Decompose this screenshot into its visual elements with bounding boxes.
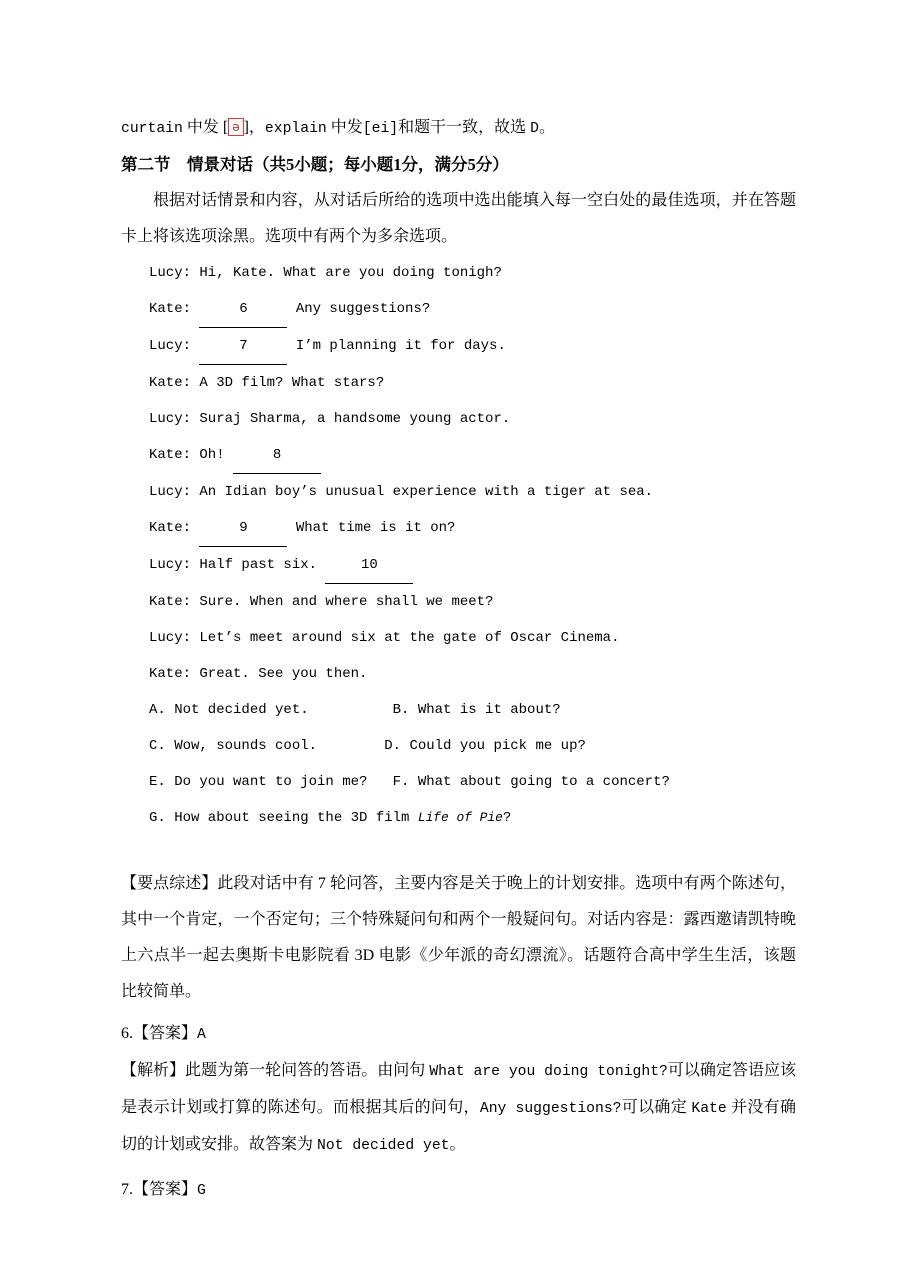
dialogue-line-5 — [149, 401, 796, 437]
text-run: Kate: Oh! — [149, 447, 234, 463]
section-instructions: 根据对话情景和内容，从对话后所给的选项中选出能填入每一空白处的最佳选项，并在答题卡上将该选项涂黑。选项中有两个为多余选项。 — [121, 192, 796, 245]
text-run: E. Do you want to join me? F. What about going to a concert? — [149, 774, 670, 790]
dialogue-line-12 — [149, 656, 796, 692]
text-run: Kate: — [149, 301, 200, 317]
option-row-g — [149, 800, 796, 836]
section-heading: 第二节 情景对话（共5小题；每小题1分，满分5分） — [121, 155, 509, 174]
text-run: Kate: — [149, 520, 200, 536]
text-run: ]， — [243, 119, 265, 136]
text-run: Kate: A 3D film? What stars? — [149, 375, 385, 391]
summary-paragraph — [121, 866, 796, 1010]
english-text: D — [530, 121, 539, 137]
text-run: 并没有确切的计划或安排。故答案为 — [121, 1099, 796, 1153]
english-text: Kate — [691, 1101, 727, 1117]
dialogue-line-3 — [149, 328, 796, 365]
text-run: 可以确定答语应该是表示计划或打算的陈述句。而根据其后的问句， — [121, 1062, 796, 1116]
text-run: Kate: Great. See you then. — [149, 666, 368, 682]
text-run: 可以确定 — [621, 1099, 692, 1116]
text-run: Kate: Sure. When and where shall we meet? — [149, 594, 494, 610]
phonetic-symbol-highlight: ə — [228, 118, 243, 136]
dialogue-line-1 — [149, 255, 796, 291]
text-run: Lucy: Half past six. — [149, 557, 326, 573]
text-run: What time is it on? — [287, 520, 456, 536]
analysis-6-paragraph — [121, 1053, 796, 1164]
text-run: 7.【答案】 — [121, 1181, 198, 1198]
english-text: A — [197, 1027, 206, 1043]
text-run: 【要点综述】此段对话中有 7 轮问答，主要内容是关于晚上的计划安排。选项中有两个陈述句，其中一个肯定，一个否定句；三个特殊疑问句和两个一般疑问句。对话内容是：露西邀请凯特晚上六点半一起去奥斯卡电影院看 3D 电影《少年派的奇幻漂流》。话题符合高中学生生活，该题比较简单。 — [121, 875, 796, 1000]
dialogue-line-10 — [149, 584, 796, 620]
text-run: G. How about seeing the 3D film — [149, 810, 418, 826]
text-run: Lucy: Let’s meet around six at the gate of Oscar Cinema. — [149, 630, 620, 646]
dialogue-line-9 — [149, 547, 796, 584]
english-text: [ei] — [362, 121, 399, 137]
dialogue-line-2 — [149, 291, 796, 328]
answer-7-line — [121, 1172, 796, 1209]
dialogue-line-8 — [149, 510, 796, 547]
dialogue-block — [121, 255, 796, 692]
answer-blank-10: 10 — [325, 547, 413, 584]
text-run: Lucy: Hi, Kate. What are you doing tonigh? — [149, 265, 502, 281]
text-run: 和题干一致，故选 — [398, 119, 531, 136]
text-run: 。 — [538, 119, 555, 136]
text-run: A. Not decided yet. B. What is it about? — [149, 702, 561, 718]
text-run: C. Wow, sounds cool. D. Could you pick me up? — [149, 738, 586, 754]
text-run: 中发 [ — [182, 119, 229, 136]
text-run: 【解析】此题为第一轮问答的答语。由问句 — [121, 1062, 430, 1079]
answer-6-line — [121, 1016, 796, 1053]
text-run: I’m planning it for days. — [287, 338, 506, 354]
answer-blank-8: 8 — [233, 437, 321, 474]
dialogue-line-7 — [149, 474, 796, 510]
text-run: Lucy: — [149, 338, 200, 354]
dialogue-line-6 — [149, 437, 796, 474]
answer-blank-7: 7 — [199, 328, 287, 365]
text-run: 6.【答案】 — [121, 1025, 198, 1042]
english-text: curtain — [121, 121, 183, 137]
english-text: G — [197, 1183, 206, 1199]
phonetics-explanation-line — [121, 110, 796, 147]
option-row-ab — [149, 692, 796, 728]
english-text: What are you doing tonight? — [429, 1064, 668, 1080]
text-run: Any suggestions? — [287, 301, 431, 317]
options-block — [121, 692, 796, 836]
text-run: ? — [502, 810, 512, 826]
english-text: Not decided yet — [317, 1138, 450, 1154]
answer-blank-6: 6 — [199, 291, 287, 328]
answer-blank-9: 9 — [199, 510, 287, 547]
dialogue-line-11 — [149, 620, 796, 656]
text-run: 中发 — [326, 119, 363, 136]
text-run: Lucy: An Idian boy’s unusual experience with a tiger at sea. — [149, 484, 654, 500]
option-row-ef — [149, 764, 796, 800]
dialogue-line-4 — [149, 365, 796, 401]
text-run: 。 — [449, 1136, 466, 1153]
text-run: Lucy: Suraj Sharma, a handsome young actor. — [149, 411, 511, 427]
english-text: Any suggestions? — [479, 1101, 622, 1117]
english-text: explain — [264, 121, 327, 137]
option-row-cd — [149, 728, 796, 764]
movie-title-italic: Life of Pie — [417, 810, 503, 825]
